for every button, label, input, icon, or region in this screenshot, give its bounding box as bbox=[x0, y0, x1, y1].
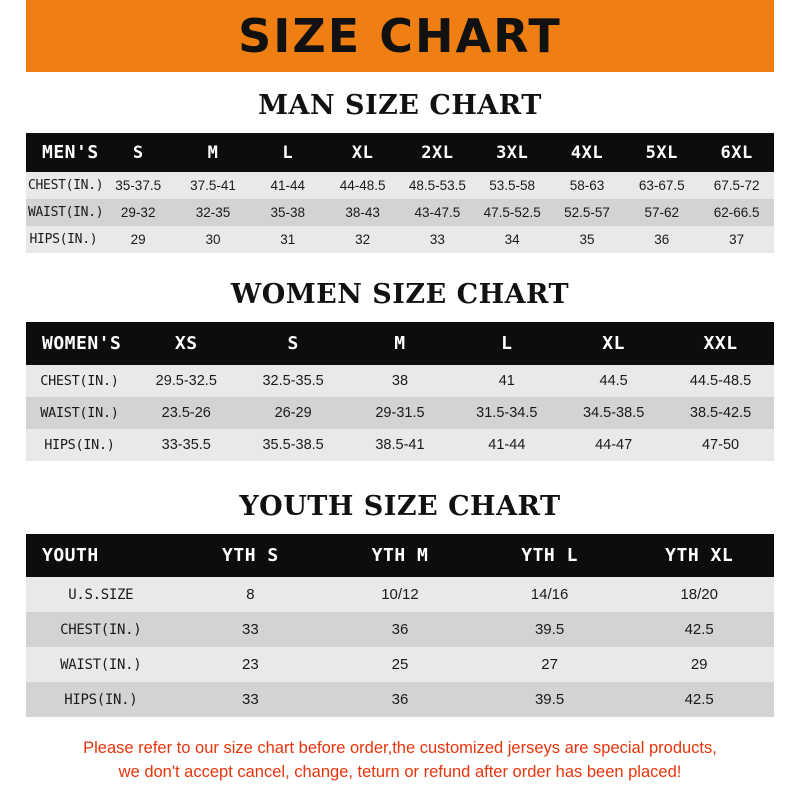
youth-row-1-cell-0: 33 bbox=[242, 621, 259, 638]
men-row-2-cell-2: 31 bbox=[280, 232, 296, 247]
youth-row-1-cell-3: 42.5 bbox=[684, 621, 714, 638]
table-row bbox=[26, 365, 774, 397]
youth-row-0-cell-1: 10/12 bbox=[381, 586, 419, 603]
table-row bbox=[26, 682, 774, 717]
women-section-title: WOMEN SIZE CHART bbox=[230, 279, 570, 310]
women-header-cell-4: L bbox=[501, 333, 513, 354]
youth-row-2-cell-2: 27 bbox=[541, 656, 558, 673]
women-row-0-cell-3: 41 bbox=[498, 373, 515, 389]
men-row-2-cell-4: 33 bbox=[429, 232, 445, 247]
banner bbox=[0, 0, 800, 72]
youth-section-title: YOUTH SIZE CHART bbox=[239, 491, 561, 522]
men-header-cell-8: 5XL bbox=[645, 142, 678, 163]
men-row-1-cell-2: 35-38 bbox=[270, 205, 306, 220]
youth-row-2-cell-0: 23 bbox=[242, 656, 259, 673]
youth-row-0-label: U.S.SIZE bbox=[68, 586, 134, 603]
table-row bbox=[26, 612, 774, 647]
men-header-cell-3: L bbox=[282, 142, 294, 163]
women-row-2-cell-1: 35.5-38.5 bbox=[262, 437, 324, 453]
order-notice-line-1: Please refer to our size chart before order,the customized jerseys are special products, bbox=[83, 739, 717, 757]
youth-header-cell-2: YTH M bbox=[371, 545, 429, 566]
youth-row-3-cell-1: 36 bbox=[391, 691, 409, 708]
men-row-0-cell-8: 67.5-72 bbox=[713, 178, 760, 193]
youth-row-3-label: HIPS(IN.) bbox=[64, 691, 138, 708]
women-row-2-cell-4: 44-47 bbox=[595, 437, 633, 453]
table-row bbox=[26, 647, 774, 682]
women-row-0-cell-4: 44.5 bbox=[599, 373, 628, 389]
men-size-table bbox=[26, 133, 774, 253]
men-row-0-cell-6: 58-63 bbox=[569, 178, 605, 193]
youth-row-1-cell-1: 36 bbox=[391, 621, 409, 638]
women-row-0-cell-0: 29.5-32.5 bbox=[155, 373, 217, 389]
men-row-0-cell-3: 44-48.5 bbox=[339, 178, 386, 193]
youth-header-cell-1: YTH S bbox=[222, 545, 279, 566]
women-header-cell-5: XL bbox=[602, 333, 625, 354]
men-row-2-cell-6: 35 bbox=[579, 232, 595, 247]
table-row bbox=[26, 397, 774, 429]
women-row-2-cell-5: 47-50 bbox=[701, 437, 740, 453]
men-row-1-cell-6: 52.5-57 bbox=[564, 205, 610, 220]
women-header-cell-0: WOMEN'S bbox=[42, 333, 122, 354]
men-row-1-cell-7: 57-62 bbox=[644, 205, 680, 220]
youth-row-0-cell-3: 18/20 bbox=[680, 586, 718, 603]
women-header-cell-6: XXL bbox=[703, 333, 738, 354]
men-row-1-label: WAIST(IN.) bbox=[28, 205, 104, 220]
women-row-2-cell-3: 41-44 bbox=[488, 437, 526, 453]
men-row-1-cell-3: 38-43 bbox=[345, 205, 380, 220]
youth-row-3-cell-3: 42.5 bbox=[684, 691, 714, 708]
women-row-0-cell-2: 38 bbox=[391, 373, 409, 389]
men-row-0-cell-1: 37.5-41 bbox=[190, 178, 236, 193]
men-section-title: MAN SIZE CHART bbox=[258, 90, 542, 121]
order-notice-line-2: we don't accept cancel, change, teturn or refund after order has been placed! bbox=[118, 762, 682, 781]
men-row-0-cell-4: 48.5-53.5 bbox=[408, 178, 466, 193]
men-header-cell-9: 6XL bbox=[720, 142, 753, 163]
men-row-2-label: HIPS(IN.) bbox=[29, 232, 98, 247]
table-row bbox=[26, 172, 774, 199]
men-header-cell-0: MEN'S bbox=[42, 142, 99, 163]
women-row-1-cell-3: 31.5-34.5 bbox=[476, 405, 538, 421]
women-row-0-cell-1: 32.5-35.5 bbox=[262, 373, 324, 389]
men-row-0-cell-7: 63-67.5 bbox=[638, 178, 685, 193]
page-title: SIZE CHART bbox=[238, 9, 562, 63]
men-row-0-cell-5: 53.5-58 bbox=[489, 178, 536, 193]
men-row-0-cell-2: 41-44 bbox=[270, 178, 306, 193]
men-row-2-cell-3: 32 bbox=[355, 232, 371, 247]
women-row-2-cell-2: 38.5-41 bbox=[375, 437, 425, 453]
table-row bbox=[26, 429, 774, 461]
men-row-1-cell-4: 43-47.5 bbox=[414, 205, 461, 220]
youth-row-1-cell-2: 39.5 bbox=[534, 621, 565, 638]
youth-row-2-cell-3: 29 bbox=[690, 656, 708, 673]
men-row-2-cell-7: 36 bbox=[654, 232, 670, 247]
youth-row-3-cell-0: 33 bbox=[242, 691, 259, 708]
table-row bbox=[26, 199, 774, 226]
men-row-1-cell-8: 62-66.5 bbox=[713, 205, 760, 220]
women-header-cell-3: M bbox=[394, 333, 406, 354]
men-header-cell-5: 2XL bbox=[421, 142, 454, 163]
men-row-2-cell-5: 34 bbox=[504, 232, 520, 247]
youth-row-3-cell-2: 39.5 bbox=[534, 691, 565, 708]
women-row-1-cell-0: 23.5-26 bbox=[161, 405, 211, 421]
men-header-cell-6: 3XL bbox=[496, 142, 529, 163]
youth-row-1-label: CHEST(IN.) bbox=[60, 621, 142, 638]
table-row bbox=[26, 226, 774, 253]
youth-row-2-cell-1: 25 bbox=[391, 656, 409, 673]
women-table-header-row bbox=[26, 322, 774, 365]
banner-left-spacer bbox=[0, 0, 26, 72]
banner-right-spacer bbox=[774, 0, 800, 72]
men-row-1-cell-1: 32-35 bbox=[195, 205, 231, 220]
men-header-cell-7: 4XL bbox=[570, 142, 604, 163]
women-row-0-label: CHEST(IN.) bbox=[40, 373, 119, 389]
youth-size-table bbox=[26, 534, 774, 717]
youth-header-cell-3: YTH L bbox=[521, 545, 578, 566]
men-header-cell-1: S bbox=[132, 142, 144, 163]
men-header-cell-4: XL bbox=[351, 142, 374, 163]
men-header-cell-2: M bbox=[207, 142, 219, 163]
youth-header-cell-0: YOUTH bbox=[42, 545, 99, 566]
order-notice bbox=[26, 737, 774, 785]
men-row-0-cell-0: 35-37.5 bbox=[115, 178, 162, 193]
men-row-0-label: CHEST(IN.) bbox=[28, 178, 104, 193]
women-row-1-cell-4: 34.5-38.5 bbox=[583, 405, 645, 421]
youth-row-2-label: WAIST(IN.) bbox=[60, 656, 142, 673]
women-row-1-cell-5: 38.5-42.5 bbox=[689, 405, 752, 421]
youth-table-header-row bbox=[26, 534, 774, 577]
women-size-table bbox=[26, 322, 774, 461]
table-row bbox=[26, 577, 774, 612]
men-row-2-cell-1: 30 bbox=[205, 232, 221, 247]
women-header-cell-2: S bbox=[287, 333, 299, 354]
men-row-1-cell-5: 47.5-52.5 bbox=[483, 205, 541, 220]
content bbox=[0, 90, 800, 785]
youth-row-0-cell-0: 8 bbox=[246, 586, 255, 603]
men-table-header-row bbox=[26, 133, 774, 172]
youth-row-0-cell-2: 14/16 bbox=[530, 586, 569, 603]
women-row-2-cell-0: 33-35.5 bbox=[161, 437, 211, 453]
women-header-cell-1: XS bbox=[174, 333, 198, 354]
women-row-1-label: WAIST(IN.) bbox=[40, 405, 119, 421]
women-row-0-cell-5: 44.5-48.5 bbox=[689, 373, 752, 389]
youth-header-cell-4: YTH XL bbox=[665, 545, 734, 566]
women-row-2-label: HIPS(IN.) bbox=[44, 437, 115, 453]
men-row-2-cell-0: 29 bbox=[130, 232, 146, 247]
women-row-1-cell-1: 26-29 bbox=[274, 405, 312, 421]
men-row-1-cell-0: 29-32 bbox=[120, 205, 156, 220]
men-row-2-cell-8: 37 bbox=[729, 232, 745, 247]
women-row-1-cell-2: 29-31.5 bbox=[375, 405, 425, 421]
